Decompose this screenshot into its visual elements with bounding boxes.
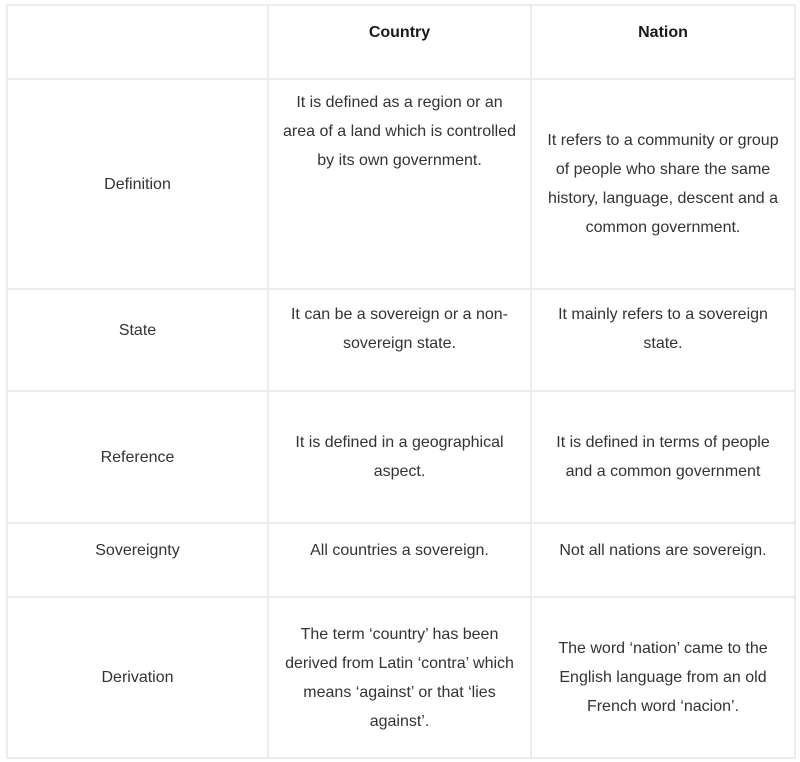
- country-cell: It is defined as a region or an area of a land which is controlled by its own government.: [268, 79, 531, 289]
- table-row-definition: [7, 79, 795, 289]
- table-row-state: [7, 289, 795, 391]
- table-row-derivation: [7, 597, 795, 758]
- nation-cell: Not all nations are sovereign.: [531, 523, 795, 597]
- nation-cell: It is defined in terms of people and a common government: [531, 391, 795, 523]
- table-header-row: [7, 5, 795, 79]
- table-row-reference: [7, 391, 795, 523]
- header-nation: Nation: [531, 5, 795, 79]
- nation-cell: It refers to a community or group of people who share the same history, language, descent and a common government.: [531, 79, 795, 289]
- criterion-cell: State: [7, 289, 268, 391]
- criterion-cell: Derivation: [7, 597, 268, 758]
- header-country: Country: [268, 5, 531, 79]
- nation-cell: It mainly refers to a sovereign state.: [531, 289, 795, 391]
- header-empty-cell: [7, 5, 268, 79]
- country-vs-nation-table: [6, 4, 796, 759]
- nation-cell: The word ‘nation’ came to the English language from an old French word ‘nacion’.: [531, 597, 795, 758]
- criterion-cell: Definition: [7, 79, 268, 289]
- country-cell: All countries a sovereign.: [268, 523, 531, 597]
- country-cell: The term ‘country’ has been derived from Latin ‘contra’ which means ‘against’ or that ‘lies against’.: [268, 597, 531, 758]
- table-row-sovereignty: [7, 523, 795, 597]
- criterion-cell: Reference: [7, 391, 268, 523]
- country-cell: It is defined in a geographical aspect.: [268, 391, 531, 523]
- criterion-cell: Sovereignty: [7, 523, 268, 597]
- country-cell: It can be a sovereign or a non-sovereign state.: [268, 289, 531, 391]
